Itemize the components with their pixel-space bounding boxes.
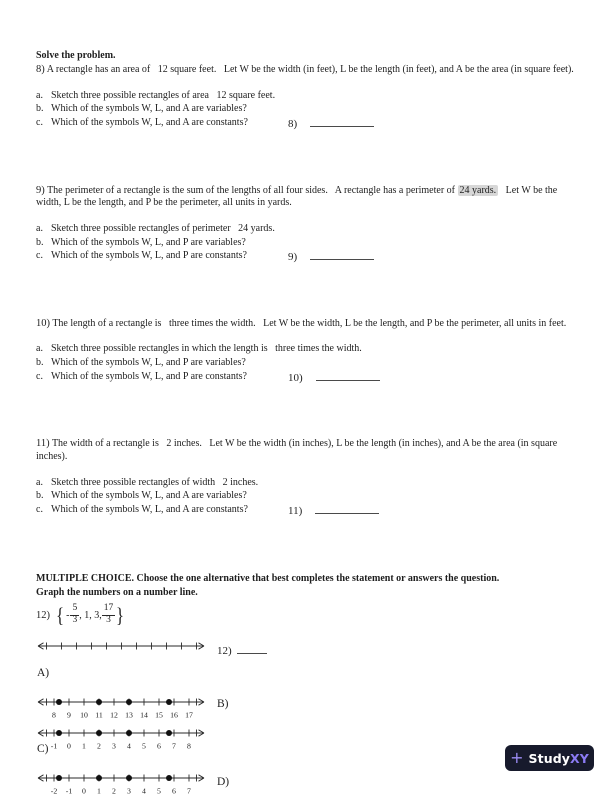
problem-number: 11) bbox=[36, 438, 50, 450]
choice-label-d: D) bbox=[217, 775, 230, 788]
problem-number: 8) bbox=[36, 64, 45, 75]
highlighted-text: 24 yards. bbox=[459, 184, 497, 196]
subitem-b: b. Which of the symbols W, L, and A are variables? bbox=[36, 103, 247, 115]
problem-8-stem bbox=[36, 64, 577, 77]
tick-label: 1 bbox=[97, 786, 101, 795]
answer-blank-line bbox=[315, 503, 379, 514]
fraction-5-3: $\frac{5}{3}$ bbox=[72, 603, 78, 625]
subitem-b: b. Which of the symbols W, L, and P are variables? bbox=[36, 236, 246, 248]
tick-label: 10 bbox=[80, 710, 88, 719]
problem-number: 10) bbox=[36, 317, 50, 329]
answer-blank-line bbox=[237, 644, 267, 654]
tick-label: 4 bbox=[142, 786, 146, 795]
stem-text: A rectangle has an area of 12 square feet. Let W be the width (in feet), L be the length (in feet), and A be the area (in square feet). bbox=[46, 64, 574, 75]
graph-instruction: Graph the numbers on a number line. bbox=[36, 586, 198, 598]
subitem-b: b. Which of the symbols W, L, and A are variables? bbox=[36, 490, 247, 502]
plotted-point bbox=[166, 775, 172, 781]
subitem-a: a. Sketch three possible rectangles of perimeter 24 yards. bbox=[36, 222, 275, 234]
plotted-point bbox=[56, 699, 62, 705]
answer-slot-12: 12) bbox=[217, 644, 267, 657]
number-line-blank bbox=[36, 639, 206, 653]
subitem-a: a. Sketch three possible rectangles in which the length is three times the width. bbox=[36, 343, 362, 355]
subitem-c: c. Which of the symbols W, L, and P are constants? 9) bbox=[36, 249, 577, 290]
subitem-c: c. Which of the symbols W, L, and A are constants? 11) bbox=[36, 503, 577, 544]
tick-label: 2 bbox=[112, 786, 116, 795]
stem-text: The width of a rectangle is 2 inches. Let W be the width (in inches), L be the length (in inches), and A be the area (in square inches). bbox=[36, 438, 560, 462]
question-12 bbox=[36, 602, 577, 629]
subitem-a: a. Sketch three possible rectangles of width 2 inches. bbox=[36, 476, 259, 488]
plotted-point bbox=[166, 699, 172, 705]
fraction-17-3: $\frac{17}{3}$ bbox=[103, 603, 114, 625]
tick-label: 16 bbox=[170, 710, 178, 719]
plotted-point bbox=[166, 730, 172, 736]
plotted-point bbox=[126, 730, 132, 736]
tick-label: -2 bbox=[50, 786, 58, 795]
logo-accent: XY bbox=[570, 750, 589, 766]
worksheet-page bbox=[36, 50, 577, 807]
minus-sign: - bbox=[66, 609, 70, 621]
answer-blank-line bbox=[310, 249, 374, 260]
choice-label-b: B) bbox=[217, 697, 229, 710]
tick-label: 17 bbox=[185, 710, 193, 719]
plotted-point bbox=[96, 699, 102, 705]
tick-label: 5 bbox=[157, 786, 161, 795]
tick-label: 3 bbox=[127, 786, 131, 795]
choice-label-c: C) bbox=[37, 742, 49, 755]
problem-9 bbox=[36, 185, 577, 291]
answer-blank-line bbox=[310, 116, 374, 127]
number-set-expression bbox=[55, 604, 125, 626]
set-middle-values: , 1, 3, bbox=[79, 609, 102, 621]
tick-label: -1 bbox=[50, 741, 58, 750]
stem-text: Let W be the width, L be the length, and P be the perimeter, all units in yards. bbox=[36, 184, 560, 209]
choice-label-a: A) bbox=[37, 666, 50, 679]
subitem-b: b. Which of the symbols W, L, and P are variables? bbox=[36, 357, 246, 369]
plotted-point bbox=[96, 775, 102, 781]
problem-number: 9) bbox=[36, 184, 45, 196]
answer-slot-11: 11) bbox=[288, 503, 379, 519]
problem-8 bbox=[36, 64, 577, 158]
subitem-c: c. Which of the symbols W, L, and P are constants? 10) bbox=[36, 370, 577, 411]
problem-10-stem bbox=[36, 318, 577, 331]
number-line-option-a bbox=[36, 695, 206, 723]
plus-icon: + bbox=[510, 747, 524, 767]
tick-label: 7 bbox=[172, 741, 176, 750]
tick-label: 3 bbox=[112, 741, 116, 750]
logo-primary: Study bbox=[528, 750, 570, 766]
tick-label: 4 bbox=[127, 741, 131, 750]
tick-label: 14 bbox=[140, 710, 148, 719]
stem-text: The perimeter of a rectangle is the sum of the lengths of all four sides. A rectangle has a perimeter of bbox=[47, 184, 458, 196]
tick-label: 0 bbox=[82, 786, 86, 795]
problem-11-stem bbox=[36, 438, 577, 463]
plotted-point bbox=[56, 775, 62, 781]
multiple-choice-heading: MULTIPLE CHOICE. Choose the one alternative that best completes the statement or answers the question. bbox=[36, 572, 500, 584]
section-heading: Solve the problem. bbox=[36, 50, 116, 61]
studyxy-logo bbox=[505, 745, 594, 771]
tick-label: 9 bbox=[67, 710, 71, 719]
answer-slot-9: 9) bbox=[288, 249, 374, 265]
problem-10 bbox=[36, 318, 577, 412]
logo-brand-text bbox=[529, 751, 589, 766]
tick-label: -1 bbox=[65, 786, 73, 795]
tick-label: 0 bbox=[67, 741, 71, 750]
answer-slot-10: 10) bbox=[288, 370, 380, 386]
number-line-option-c bbox=[36, 771, 206, 799]
answer-graphs bbox=[36, 635, 577, 807]
number-line-option-b bbox=[36, 726, 206, 754]
tick-label: 6 bbox=[172, 786, 176, 795]
stem-text: The length of a rectangle is three times the width. Let W be the width, L be the length, and P be the perimeter, all units in feet. bbox=[52, 317, 567, 329]
open-brace: { bbox=[56, 602, 65, 627]
tick-label: 2 bbox=[97, 741, 101, 750]
subitem-c: c. Which of the symbols W, L, and A are constants? 8) bbox=[36, 116, 577, 157]
plotted-point bbox=[126, 775, 132, 781]
multiple-choice-section bbox=[36, 572, 577, 807]
subitem-a: a. Sketch three possible rectangles of area 12 square feet. bbox=[36, 89, 276, 101]
tick-label: 15 bbox=[155, 710, 163, 719]
tick-label: 8 bbox=[187, 741, 191, 750]
answer-blank-line bbox=[316, 370, 380, 381]
problem-9-stem bbox=[36, 185, 577, 210]
tick-label: 7 bbox=[187, 786, 191, 795]
tick-label: 13 bbox=[125, 710, 133, 719]
tick-label: 6 bbox=[157, 741, 161, 750]
tick-label: 8 bbox=[52, 710, 56, 719]
plotted-point bbox=[96, 730, 102, 736]
question-number: 12) bbox=[36, 609, 50, 621]
answer-slot-8: 8) bbox=[288, 116, 374, 132]
plotted-point bbox=[56, 730, 62, 736]
tick-label: 11 bbox=[95, 710, 103, 719]
tick-label: 12 bbox=[110, 710, 118, 719]
plotted-point bbox=[126, 699, 132, 705]
problem-11 bbox=[36, 438, 577, 544]
tick-label: 5 bbox=[142, 741, 146, 750]
close-brace: } bbox=[116, 602, 125, 627]
tick-label: 1 bbox=[82, 741, 86, 750]
